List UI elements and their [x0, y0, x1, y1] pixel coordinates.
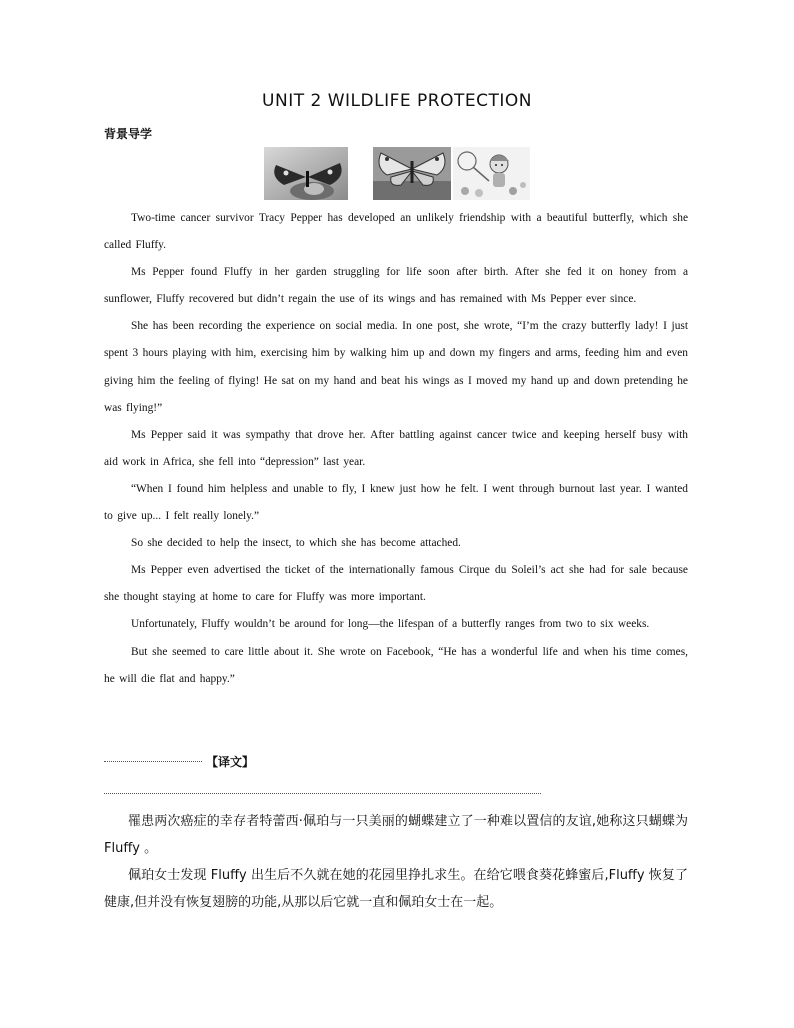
passage-paragraph: She has been recording the experience on social media. In one post, she wrote, “I’m the crazy butterfly lady! I just spent 3 hours playing with him, exercising him by walking him up and down my fingers and arms, feeding him and even giving him the feeling of flying! He sat on my hand and beat his wings as I moved my hand up and down pretending he was flying!”: [104, 320, 688, 414]
butterfly-spread-wings-photo: [373, 147, 451, 200]
passage-paragraph: “When I found him helpless and unable to fly, I knew just how he felt. I went through burnout last year. I wanted to give up... I felt really lonely.”: [104, 482, 688, 523]
translation-header: [104, 752, 544, 772]
passage-paragraph: Unfortunately, Fluffy wouldn’t be around for long—the lifespan of a butterfly ranges from two to six weeks.: [131, 618, 650, 631]
chinese-translation: [104, 808, 688, 916]
passage-paragraph: So she decided to help the insect, to which she has become attached.: [131, 537, 461, 550]
translation-label: 【译文】: [206, 755, 255, 769]
illustration-strip: [264, 147, 530, 200]
butterfly-on-flower-photo: [264, 147, 348, 200]
dotted-divider: [104, 793, 541, 794]
passage-paragraph: But she seemed to care little about it. She wrote on Facebook, “He has a wonderful life and when his time comes, he will die flat and happy.”: [104, 645, 688, 685]
translation-paragraph: 罹患两次癌症的幸存者特蕾西·佩珀与一只美丽的蝴蝶建立了一种难以置信的友谊,她称这只蝴蝶为 Fluffy 。: [104, 814, 688, 856]
passage-paragraph: Ms Pepper even advertised the ticket of the internationally famous Cirque du Soleil’s act she had for sale because she thought staying at home to care for Fluffy was more important.: [104, 564, 688, 604]
passage-paragraph: Two-time cancer survivor Tracy Pepper has developed an unlikely friendship with a beautiful butterfly, which she called Fluffy.: [104, 212, 688, 252]
section-heading: 背景导学: [104, 127, 153, 141]
passage-paragraph: Ms Pepper said it was sympathy that drove her. After battling against cancer twice and keeping herself busy with aid work in Africa, she fell into “depression” last year.: [104, 428, 688, 468]
english-passage: [104, 205, 688, 693]
dotted-divider: [104, 761, 202, 762]
cartoon-girl-with-net-illustration: [453, 147, 530, 200]
translation-paragraph: 佩珀女士发现 Fluffy 出生后不久就在她的花园里挣扎求生。在给它喂食葵花蜂蜜后,Fluffy 恢复了健康,但并没有恢复翅膀的功能,从那以后它就一直和佩珀女士在一起。: [104, 868, 688, 910]
passage-paragraph: Ms Pepper found Fluffy in her garden struggling for life soon after birth. After she fed it on honey from a sunflower, Fluffy recovered but didn’t regain the use of its wings and has remained with Ms Pepper ever since.: [104, 266, 688, 306]
page-title: UNIT 2 WILDLIFE PROTECTION: [262, 91, 532, 111]
